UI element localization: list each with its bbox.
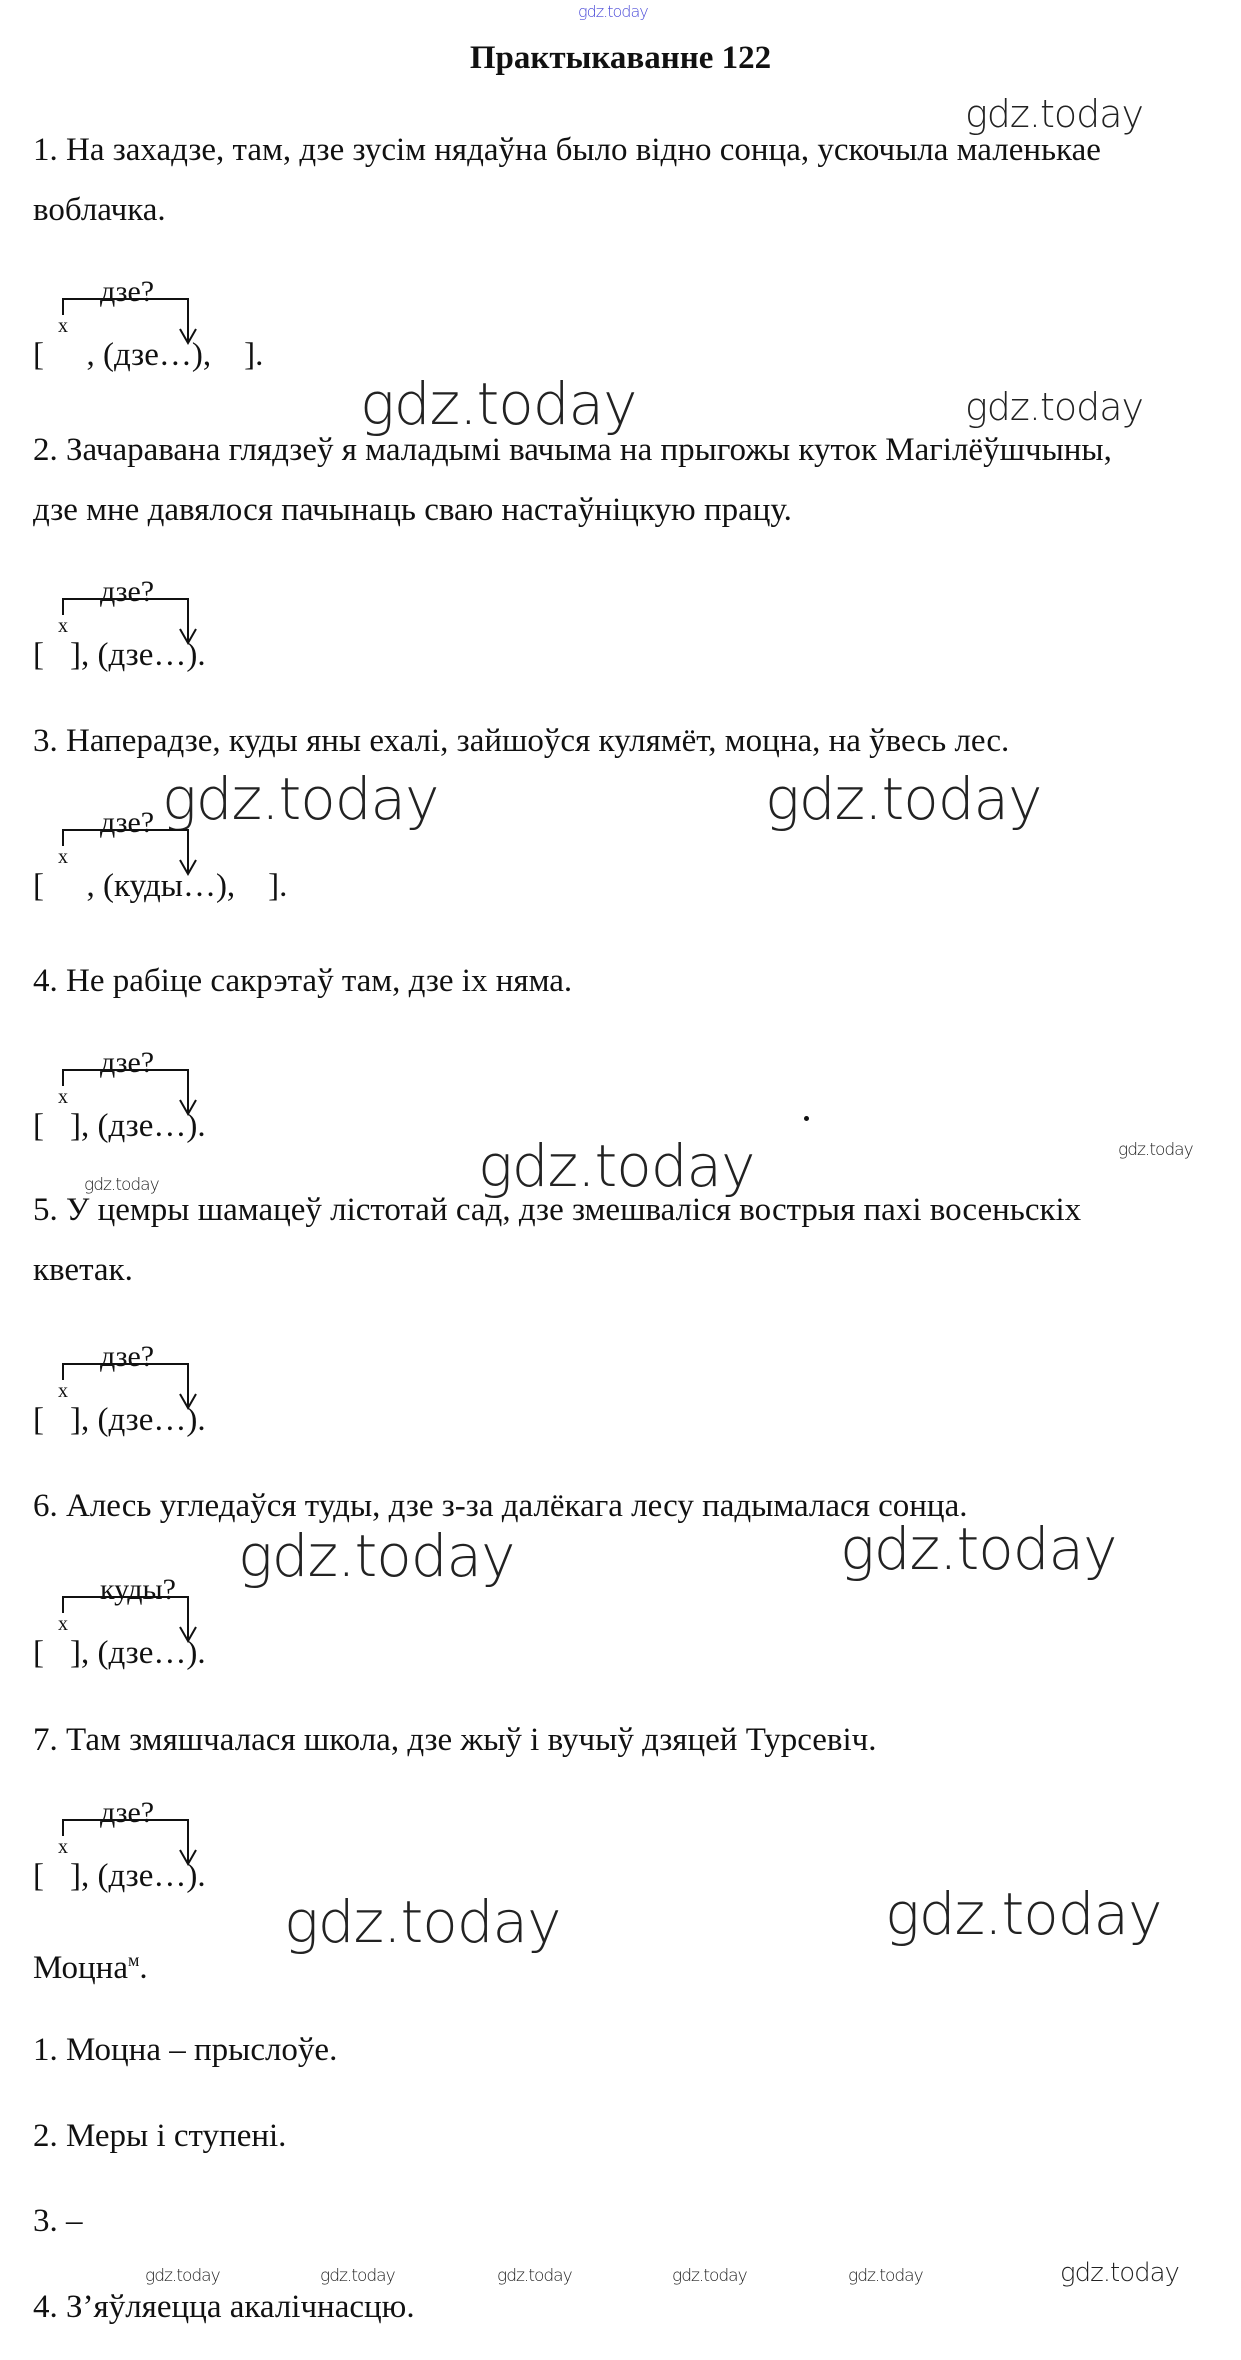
scheme-question: куды? <box>100 1573 176 1606</box>
scheme-1 <box>0 275 400 385</box>
scheme-rest: ], (дзе…). <box>70 637 206 673</box>
watermark: gdz.today <box>320 2266 395 2286</box>
watermark: gdz.today <box>238 1522 515 1590</box>
scheme-rest: ], (дзе…). <box>70 1402 206 1438</box>
watermark: gdz.today <box>885 1880 1162 1948</box>
scheme-predicate-mark: x <box>58 615 68 637</box>
scheme-6 <box>0 1573 400 1683</box>
scheme-question: дзе? <box>100 806 155 839</box>
sentence-2-line-2: дзе мне давялося пачынаць сваю настаўніцкую працу. <box>33 492 792 528</box>
scheme-2 <box>0 575 400 685</box>
scheme-predicate-mark: x <box>58 846 68 868</box>
scheme-rest: ], (дзе…). <box>70 1858 206 1894</box>
scheme-3 <box>0 806 400 916</box>
analysis-item-1: 1. Моцна – прыслоўе. <box>33 2032 338 2068</box>
scheme-rest: ], (дзе…). <box>70 1635 206 1671</box>
word: Моцна <box>33 1950 128 1986</box>
watermark: gdz.today <box>284 1888 561 1956</box>
scheme-4 <box>0 1046 400 1156</box>
scheme-predicate-mark: x <box>58 1613 68 1635</box>
watermark: gdz.today <box>965 92 1143 136</box>
scheme-predicate-mark: x <box>58 315 68 337</box>
watermark: gdz.today <box>840 1515 1117 1583</box>
watermark: gdz.today <box>848 2266 923 2286</box>
scheme-open-bracket: [ <box>33 1402 44 1438</box>
scheme-open-bracket: [ <box>33 637 44 673</box>
scheme-predicate-mark: x <box>58 1836 68 1858</box>
sentence-7: 7. Там змяшчалася школа, дзе жыў і вучыў дзяцей Турсевіч. <box>33 1722 877 1758</box>
word-mark: м <box>128 1950 140 1970</box>
watermark: gdz.today <box>360 370 637 438</box>
scheme-rest: ], (дзе…). <box>70 1108 206 1144</box>
page-title: Практыкаванне 122 <box>469 40 772 76</box>
sentence-1-line-2: воблачка. <box>33 192 166 228</box>
scheme-rest: , (куды…), ]. <box>70 868 288 904</box>
watermark: gdz.today <box>162 765 439 833</box>
watermark: gdz.today <box>84 1175 159 1195</box>
watermark: gdz.today <box>1118 1140 1193 1160</box>
scheme-open-bracket: [ <box>33 1858 44 1894</box>
sentence-1-line-1: 1. На захадзе, там, дзе зусім нядаўна было відно сонца, ускочыла маленькае <box>33 132 1101 168</box>
watermark: gdz.today <box>578 2 648 21</box>
watermark: gdz.today <box>145 2266 220 2286</box>
scheme-open-bracket: [ <box>33 1635 44 1671</box>
scheme-open-bracket: [ <box>33 868 44 904</box>
watermark: gdz.today <box>765 765 1042 833</box>
dot <box>804 1116 809 1121</box>
scheme-question: дзе? <box>100 1046 155 1079</box>
sentence-6: 6. Алесь угледаўся туды, дзе з-за далёкага лесу падымалася сонца. <box>33 1488 968 1524</box>
scheme-5 <box>0 1340 400 1450</box>
scheme-predicate-mark: x <box>58 1086 68 1108</box>
scheme-open-bracket: [ <box>33 337 44 373</box>
watermark: gdz.today <box>478 1132 755 1200</box>
scheme-open-bracket: [ <box>33 1108 44 1144</box>
analysis-item-2: 2. Меры і ступені. <box>33 2118 287 2154</box>
scheme-question: дзе? <box>100 575 155 608</box>
watermark: gdz.today <box>965 385 1143 429</box>
sentence-5-line-2: кветак. <box>33 1252 133 1288</box>
watermark: gdz.today <box>497 2266 572 2286</box>
analysis-item-3: 3. – <box>33 2203 83 2239</box>
sentence-3: 3. Наперадзе, куды яны ехалі, зайшоўся кулямёт, моцна, на ўвесь лес. <box>33 723 1010 759</box>
sentence-2-line-1: 2. Зачаравана глядзеў я маладымі вачыма на прыгожы куток Магілёўшчыны, <box>33 432 1112 468</box>
scheme-question: дзе? <box>100 1796 155 1829</box>
scheme-predicate-mark: x <box>58 1380 68 1402</box>
sentence-5-line-1: 5. У цемры шамацеў лістотай сад, дзе змешваліся вострыя пахі восеньскіх <box>33 1192 1082 1228</box>
scheme-rest: , (дзе…), ]. <box>70 337 264 373</box>
watermark: gdz.today <box>1060 2258 1179 2288</box>
analysis-word <box>33 1940 148 1988</box>
word-end: . <box>139 1950 148 1986</box>
sentence-4: 4. Не рабіце сакрэтаў там, дзе іх няма. <box>33 963 573 999</box>
watermark: gdz.today <box>672 2266 747 2286</box>
scheme-question: дзе? <box>100 1340 155 1373</box>
analysis-item-4: 4. З’яўляецца акалічнасцю. <box>33 2289 415 2325</box>
scheme-question: дзе? <box>100 275 155 308</box>
